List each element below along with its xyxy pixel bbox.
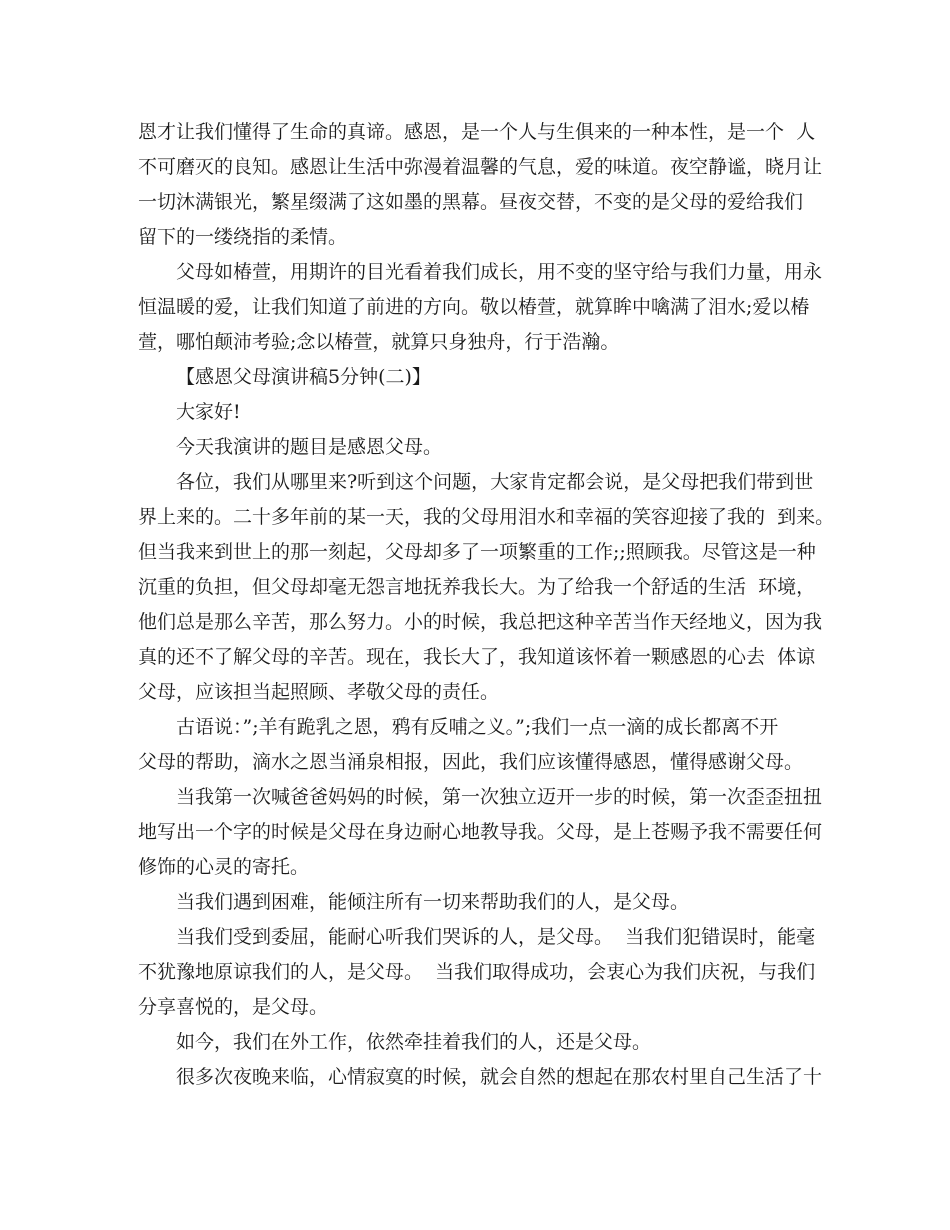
text-line: 如今，我们在外工作，依然牵挂着我们的人，还是父母。 xyxy=(176,1031,652,1053)
text-line: 界上来的。二十多年前的某一天，我的父母用泪水和幸福的笑容迎接了我的 到来。 xyxy=(138,506,835,528)
text-line: 不可磨灭的良知。感恩让生活中弥漫着温馨的气息，爱的味道。夜空静谧，晓月让 xyxy=(138,156,823,178)
text-line: 各位，我们从哪里来?听到这个问题，大家肯定都会说，是父母把我们带到世 xyxy=(176,471,814,493)
text-line: 大家好! xyxy=(176,401,241,423)
text-line: 恒温暖的爱，让我们知道了前进的方向。敬以椿萱，就算眸中噙满了泪水;爱以椿 xyxy=(138,296,810,318)
text-line: 地写出一个字的时候是父母在身边耐心地教导我。父母，是上苍赐予我不需要任何 xyxy=(138,821,823,843)
text-line: 但当我来到世上的那一刻起，父母却多了一项繁重的工作;;照顾我。尽管这是一种 xyxy=(138,541,816,563)
text-line: 留下的一缕绕指的柔情。 xyxy=(138,226,348,248)
text-line: 古语说：”;羊有跪乳之恩，鸦有反哺之义。”;我们一点一滴的成长都离不开 xyxy=(176,716,779,738)
text-line: 父母的帮助，滴水之恩当涌泉相报，因此，我们应该懂得感恩，懂得感谢父母。 xyxy=(138,751,804,773)
text-line: 父母如椿萱，用期许的目光看着我们成长，用不变的坚守给与我们力量，用永 xyxy=(176,261,823,283)
text-line: 修饰的心灵的寄托。 xyxy=(138,856,310,878)
text-line: 真的还不了解父母的辛苦。现在，我长大了，我知道该怀着一颗感恩的心去 体谅 xyxy=(138,646,816,668)
text-line: 沉重的负担，但父母却毫无怨言地抚养我长大。为了给我一个舒适的生活 环境， xyxy=(138,576,816,598)
text-line: 很多次夜晚来临，心情寂寞的时候，就会自然的想起在那农村里自己生活了十 xyxy=(176,1066,823,1088)
text-line: 当我们受到委屈，能耐心听我们哭诉的人，是父母。 当我们犯错误时，能毫 xyxy=(176,926,816,948)
text-line: 当我第一次喊爸爸妈妈的时候，第一次独立迈开一步的时候，第一次歪歪扭扭 xyxy=(176,786,823,808)
text-line: 当我们遇到困难，能倾注所有一切来帮助我们的人，是父母。 xyxy=(176,891,690,913)
text-line: 他们总是那么辛苦，那么努力。小的时候，我总把这种辛苦当作天经地义，因为我 xyxy=(138,611,823,633)
text-line: 今天我演讲的题目是感恩父母。 xyxy=(176,436,443,458)
text-line: 一切沐满银光，繁星缀满了这如墨的黑幕。昼夜交替，不变的是父母的爱给我们 xyxy=(138,191,804,213)
text-line: 父母，应该担当起照顾、孝敬父母的责任。 xyxy=(138,681,500,703)
text-line: 分享喜悦的，是父母。 xyxy=(138,996,329,1018)
text-line: 恩才让我们懂得了生命的真谛。感恩，是一个人与生俱来的一种本性，是一个 人 xyxy=(138,121,816,143)
text-line: 不犹豫地原谅我们的人，是父母。 当我们取得成功，会衷心为我们庆祝，与我们 xyxy=(138,961,816,983)
text-line: 【感恩父母演讲稿5分钟(二)】 xyxy=(176,366,431,388)
document-body xyxy=(138,115,835,1095)
text-line: 萱，哪怕颠沛考验;念以椿萱，就算只身独舟，行于浩瀚。 xyxy=(138,331,620,353)
